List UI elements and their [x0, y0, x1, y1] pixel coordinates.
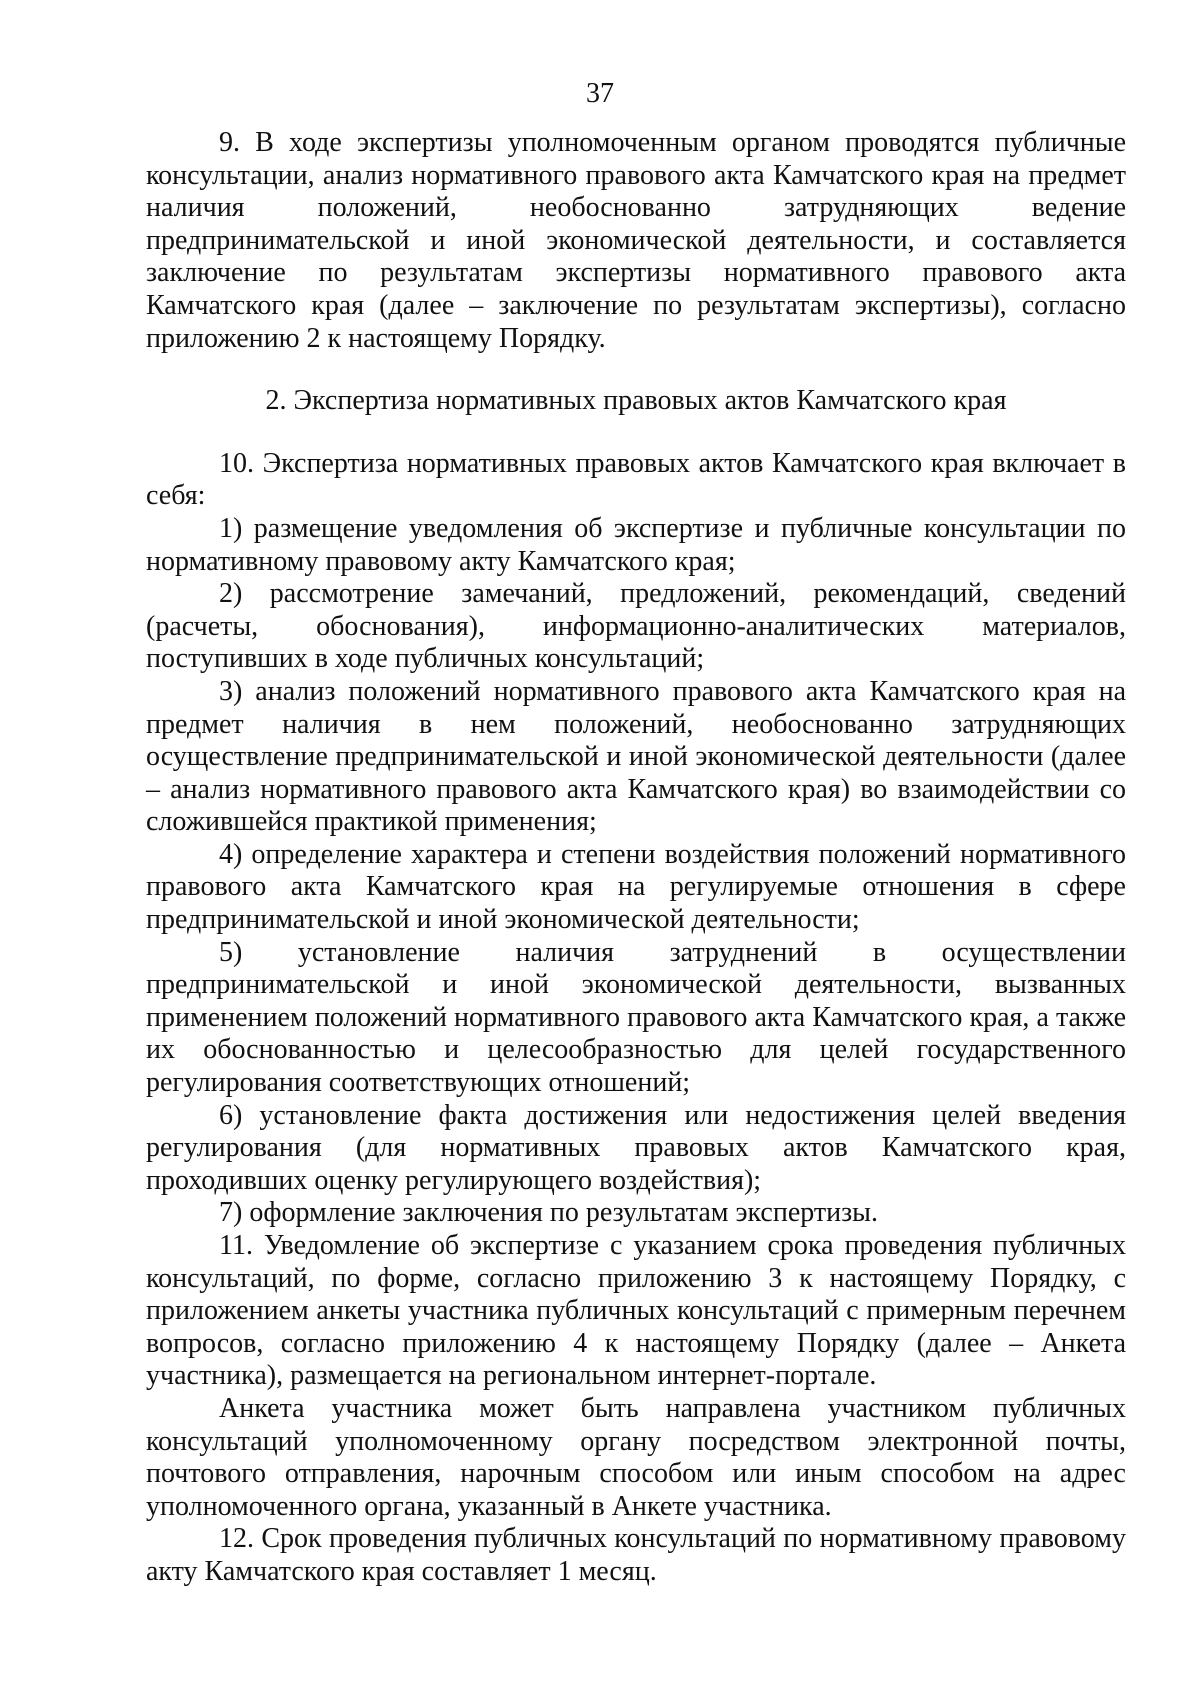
paragraph-9: 9. В ходе экспертизы уполномоченным органом проводятся публичные консультации, анализ нормативного правового акта Камчатского края на предмет наличия положений, необоснованно затрудняющих ведение предпринимательской и иной экономической деятельности, и составляется заключение по результатам экспертизы нормативного правового акта Камчатского края (далее – заключение по результатам экспертизы), согласно приложению 2 к настоящему Порядку. — [146, 127, 1126, 354]
document-body — [146, 127, 1126, 1589]
list-item-3: 3) анализ положений нормативного правового акта Камчатского края на предмет наличия в нем положений, необоснованно затрудняющих осуществление предпринимательской и иной экономической деятельности (далее – анализ нормативного правового акта Камчатского края) во взаимодействии со сложившейся практикой применения; — [146, 675, 1126, 838]
paragraph-11: 11. Уведомление об экспертизе с указанием срока проведения публичных консультаций, по форме, согласно приложению 3 к настоящему Порядку, с приложением анкеты участника публичных консультаций с примерным перечнем вопросов, согласно приложению 4 к настоящему Порядку (далее – Анкета участника), размещается на региональном интернет-портале. — [146, 1230, 1126, 1392]
list-item-1: 1) размещение уведомления об экспертизе и публичные консультации по нормативному правовому акту Камчатского края; — [146, 512, 1126, 577]
page-number: 37 — [586, 78, 614, 109]
list-item-2: 2) рассмотрение замечаний, предложений, рекомендаций, сведений (расчеты, обоснования), информационно-аналитических материалов, поступивших в ходе публичных консультаций; — [146, 578, 1126, 675]
list-item-5: 5) установление наличия затруднений в осуществлении предпринимательской и иной экономической деятельности, вызванных применением положений нормативного правового акта Камчатского края, а также их обоснованностью и целесообразностью для целей государственного регулирования соответствующих отношений; — [146, 936, 1126, 1099]
paragraph-12: 12. Срок проведения публичных консультаций по нормативному правовому акту Камчатского края составляет 1 месяц. — [146, 1523, 1126, 1587]
list-item-6: 6) установление факта достижения или недостижения целей введения регулирования (для нормативных правовых актов Камчатского края, проходивших оценку регулирующего воздействия); — [146, 1099, 1126, 1196]
paragraph-10: 10. Экспертиза нормативных правовых актов Камчатского края включает в себя: — [146, 447, 1126, 512]
list-item-7: 7) оформление заключения по результатам экспертизы. — [219, 1197, 878, 1229]
list-item-4: 4) определение характера и степени воздействия положений нормативного правового акта Камчатского края на регулируемые отношения в сфере предпринимательской и иной экономической деятельности; — [146, 838, 1126, 936]
section-heading: 2. Экспертиза нормативных правовых актов Камчатского края — [265, 385, 1007, 417]
paragraph-participant-form: Анкета участника может быть направлена участником публичных консультаций уполномоченному органу посредством электронной почты, почтового отправления, нарочным способом или иным способом на адрес уполномоченного органа, указанный в Анкете участника. — [146, 1392, 1126, 1522]
